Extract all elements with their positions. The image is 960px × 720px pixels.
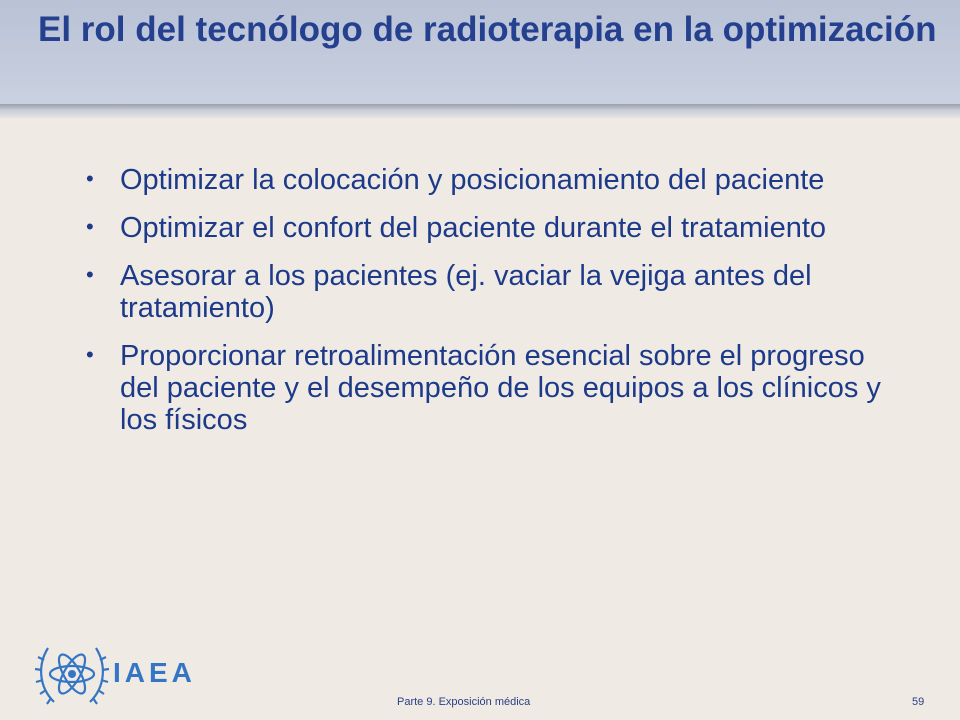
bullet-text: Optimizar la colocación y posicionamiento del paciente [120,164,825,196]
bullet-text: Optimizar el confort del paciente durante el tratamiento [120,212,827,244]
slide-title: El rol del tecnólogo de radioterapia en la optimización [38,10,937,49]
iaea-logo-text: IAEA [113,657,196,688]
bullet-text: Proporcionar retroalimentación esencial sobre el progreso del paciente y el desempeño de los equipos a los clínicos y los físicos [120,340,881,436]
bullet-text: Asesorar a los pacientes (ej. vaciar la vejiga antes del tratamiento) [120,260,812,324]
footer-section-label: Parte 9. Exposición médica [397,696,531,708]
iaea-atom-laurel-icon [34,638,110,712]
bullet-list [82,164,882,452]
bullet-marker: • [86,342,94,367]
bullet-marker: • [86,262,94,287]
bullet-item [82,164,882,196]
bullet-item [82,212,882,244]
bullet-item [82,260,882,324]
header-divider [0,104,960,118]
bullet-item [82,340,882,436]
page-number: 59 [912,696,925,708]
bullet-marker: • [86,166,94,191]
bullet-marker: • [86,214,94,239]
